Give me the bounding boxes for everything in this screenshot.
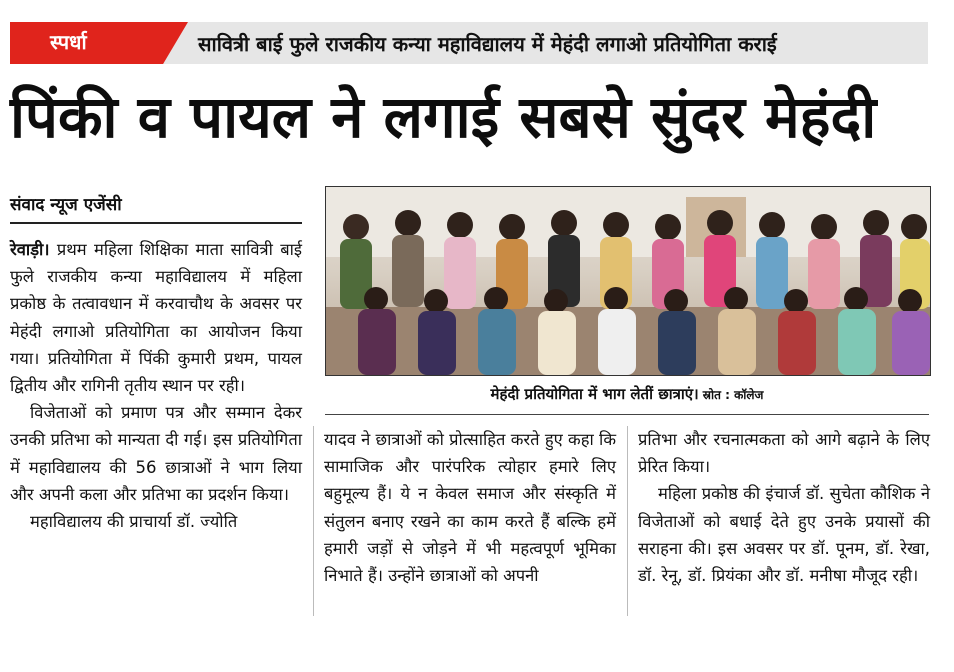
photo-credit: स्रोत : कॉलेज (702, 388, 764, 402)
article-column-1 (10, 236, 302, 535)
article-paragraph: रेवाड़ी। प्रथम महिला शिक्षिका माता सावित्री बाई फुले राजकीय कन्या महाविद्यालय में महिला प्रकोष्ठ के तत्वावधान में करवाचौथ के अवसर पर मेहंदी लगाओ प्रतियोगिता का आयोजन किया गया। प्रतियोगिता में पिंकी कुमारी प्रथम, पायल द्वितीय और रागिनी तृतीय स्थान पर रही। (10, 240, 302, 396)
article-paragraph: यादव ने छात्राओं को प्रोत्साहित करते हुए कहा कि सामाजिक और पारंपरिक त्योहार हमारे लिए बहुमूल्य हैं। ये न केवल समाज और संस्कृति में संतुलन बनाए रखने का काम करते हैं बल्कि हमें हमारी जड़ों से जोड़ने में भी महत्वपूर्ण भूमिका निभाते हैं। उन्होंने छात्राओं को अपनी (324, 430, 616, 586)
article-paragraph: प्रतिभा और रचनात्मकता को आगे बढ़ाने के लिए प्रेरित किया। (638, 430, 930, 477)
article-column-2 (324, 426, 616, 589)
kicker-subheadline: सावित्री बाई फुले राजकीय कन्या महाविद्यालय में मेहंदी लगाओ प्रतियोगिता कराई (198, 32, 777, 56)
photo-illustration (326, 187, 930, 375)
column-divider (627, 426, 628, 616)
dateline: रेवाड़ी। (10, 240, 50, 259)
column-divider (313, 426, 314, 616)
headline: पिंकी व पायल ने लगाई सबसे सुंदर मेहंदी (10, 83, 877, 151)
caption-text: मेहंदी प्रतियोगिता में भाग लेतीं छात्राएं। (490, 385, 699, 403)
caption-rule (325, 414, 929, 415)
article-paragraph: महाविद्यालय की प्राचार्या डॉ. ज्योति (30, 512, 238, 532)
byline-rule (10, 222, 302, 224)
photo-caption (325, 384, 929, 404)
article-column-3 (638, 426, 930, 589)
byline: संवाद न्यूज एजेंसी (10, 195, 122, 215)
kicker-tag-background (10, 22, 188, 64)
article-paragraph: महिला प्रकोष्ठ की इंचार्ज डॉ. सुचेता कौशिक ने विजेताओं को बधाई देते हुए उनके प्रयासों की सराहना की। इस अवसर पर डॉ. पूनम, डॉ. रेखा, डॉ. रेनू, डॉ. प्रियंका और डॉ. मनीषा मौजूद रही। (638, 484, 930, 586)
article-paragraph: विजेताओं को प्रमाण पत्र और सम्मान देकर उनकी प्रतिभा को मान्यता दी गई। इस प्रतियोगिता में महाविद्यालय की 56 छात्राओं ने भाग लिया और अपनी कला और प्रतिभा का प्रदर्शन किया। (10, 403, 302, 504)
group-photo (325, 186, 931, 376)
kicker-tag: स्पर्धा (50, 30, 87, 54)
